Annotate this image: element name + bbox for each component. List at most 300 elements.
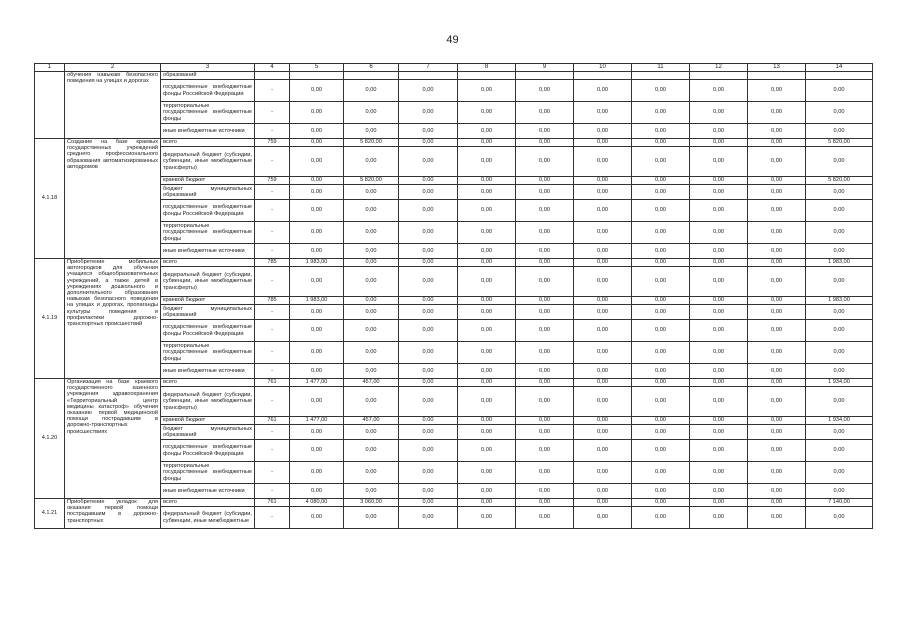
cell-col-13: 0,00	[748, 244, 806, 259]
cell-col-10: 0,00	[574, 267, 632, 297]
cell-col-11: 0,00	[632, 267, 690, 297]
cell-col-7: 0,00	[399, 484, 458, 499]
cell-col-5: 0,00	[290, 185, 344, 200]
cell-col-6: 457,00	[344, 379, 399, 387]
funding-source: бюджет муниципальных образований	[161, 185, 255, 200]
column-header-12: 12	[690, 64, 748, 72]
funding-source: иные внебюджетные источники	[161, 124, 255, 139]
cell-col-7: 0,00	[399, 417, 458, 425]
column-header-10: 10	[574, 64, 632, 72]
cell-col-13: 0,00	[748, 177, 806, 185]
cell-col-12: 0,00	[690, 425, 748, 440]
cell-col-10: 0,00	[574, 124, 632, 139]
cell-col-9: 0,00	[516, 364, 574, 379]
cell-col-14: 5 820,00	[806, 177, 873, 185]
cell-col-13: 0,00	[748, 484, 806, 499]
column-header-13: 13	[748, 64, 806, 72]
funding-source: иные внебюджетные источники	[161, 244, 255, 259]
cell-col-6: 0,00	[344, 440, 399, 462]
cell-col-5: 0,00	[290, 222, 344, 244]
cell-col-4: -	[255, 484, 290, 499]
cell-col-5: 4 080,00	[290, 499, 344, 507]
cell-col-14: 0,00	[806, 222, 873, 244]
cell-col-4: -	[255, 244, 290, 259]
cell-col-6: 0,00	[344, 425, 399, 440]
cell-col-6: 0,00	[344, 244, 399, 259]
cell-col-4: -	[255, 185, 290, 200]
cell-col-9: 0,00	[516, 462, 574, 484]
cell-col-8: 0,00	[458, 222, 516, 244]
table-row	[35, 342, 873, 364]
cell-col-7: 0,00	[399, 425, 458, 440]
cell-col-4: -	[255, 200, 290, 222]
cell-col-6: 457,00	[344, 417, 399, 425]
cell-col-11: 0,00	[632, 417, 690, 425]
funding-source: федеральный бюджет (субсидии, субвенции, иные межбюджетные трансферты)	[161, 267, 255, 297]
cell-col-6	[344, 72, 399, 80]
funding-source: всего	[161, 259, 255, 267]
item-number: 4.1.18	[35, 139, 65, 259]
funding-source: бюджет муниципальных образований	[161, 305, 255, 320]
cell-col-7: 0,00	[399, 440, 458, 462]
cell-col-11: 0,00	[632, 244, 690, 259]
cell-col-9: 0,00	[516, 484, 574, 499]
table-row	[35, 425, 873, 440]
cell-col-11: 0,00	[632, 462, 690, 484]
table-row	[35, 259, 873, 267]
cell-col-13: 0,00	[748, 342, 806, 364]
cell-col-6: 3 060,00	[344, 499, 399, 507]
cell-col-7	[399, 72, 458, 80]
cell-col-11: 0,00	[632, 222, 690, 244]
cell-col-9: 0,00	[516, 147, 574, 177]
cell-col-12: 0,00	[690, 379, 748, 387]
cell-col-11: 0,00	[632, 102, 690, 124]
funding-source: образований	[161, 72, 255, 80]
column-header-7: 7	[399, 64, 458, 72]
item-description: Приобретение укладок для оказания первой помощи пострадавшим в дорожно-транспортных	[65, 499, 161, 529]
cell-col-10: 0,00	[574, 259, 632, 267]
cell-col-4: 761	[255, 379, 290, 387]
cell-col-8: 0,00	[458, 185, 516, 200]
cell-col-6: 0,00	[344, 200, 399, 222]
cell-col-14: 0,00	[806, 387, 873, 417]
cell-col-13: 0,00	[748, 222, 806, 244]
cell-col-11: 0,00	[632, 484, 690, 499]
funding-source: иные внебюджетные источники	[161, 484, 255, 499]
cell-col-13: 0,00	[748, 297, 806, 305]
cell-col-12: 0,00	[690, 305, 748, 320]
cell-col-14: 0,00	[806, 102, 873, 124]
cell-col-5: 0,00	[290, 267, 344, 297]
cell-col-12: 0,00	[690, 222, 748, 244]
cell-col-10: 0,00	[574, 185, 632, 200]
cell-col-5: 0,00	[290, 305, 344, 320]
table-row	[35, 440, 873, 462]
cell-col-9: 0,00	[516, 80, 574, 102]
cell-col-7: 0,00	[399, 147, 458, 177]
cell-col-7: 0,00	[399, 387, 458, 417]
funding-source: государственные внебюджетные фонды Российской Федерации	[161, 200, 255, 222]
cell-col-12: 0,00	[690, 185, 748, 200]
cell-col-8: 0,00	[458, 297, 516, 305]
column-header-4: 4	[255, 64, 290, 72]
cell-col-12: 0,00	[690, 484, 748, 499]
cell-col-14: 0,00	[806, 80, 873, 102]
cell-col-4	[255, 72, 290, 80]
table-row	[35, 200, 873, 222]
cell-col-10: 0,00	[574, 484, 632, 499]
cell-col-11: 0,00	[632, 139, 690, 147]
cell-col-11: 0,00	[632, 185, 690, 200]
cell-col-5: 0,00	[290, 139, 344, 147]
cell-col-14: 0,00	[806, 124, 873, 139]
column-header-6: 6	[344, 64, 399, 72]
cell-col-6: 0,00	[344, 320, 399, 342]
cell-col-11: 0,00	[632, 320, 690, 342]
cell-col-9: 0,00	[516, 320, 574, 342]
cell-col-14: 1 934,00	[806, 417, 873, 425]
cell-col-8: 0,00	[458, 102, 516, 124]
cell-col-9: 0,00	[516, 305, 574, 320]
cell-col-13: 0,00	[748, 147, 806, 177]
cell-col-10: 0,00	[574, 379, 632, 387]
cell-col-4: -	[255, 440, 290, 462]
cell-col-5: 1 477,00	[290, 417, 344, 425]
cell-col-5: 1 983,00	[290, 297, 344, 305]
cell-col-11: 0,00	[632, 200, 690, 222]
cell-col-5: 0,00	[290, 177, 344, 185]
cell-col-9: 0,00	[516, 297, 574, 305]
cell-col-8: 0,00	[458, 379, 516, 387]
cell-col-6: 0,00	[344, 484, 399, 499]
cell-col-12: 0,00	[690, 507, 748, 529]
column-header-14: 14	[806, 64, 873, 72]
cell-col-14: 1 983,00	[806, 297, 873, 305]
cell-col-10: 0,00	[574, 320, 632, 342]
cell-col-13: 0,00	[748, 499, 806, 507]
item-description: Организация на базе краевого государственного казенного учреждения здравоохранения «Территориальный центр медицины катастроф» обучения оказанию первой медицинской помощи пострадавшим в дорожно-транспортных происшествиях	[65, 379, 161, 499]
cell-col-12: 0,00	[690, 297, 748, 305]
column-header-1: 1	[35, 64, 65, 72]
cell-col-6: 0,00	[344, 222, 399, 244]
cell-col-13: 0,00	[748, 462, 806, 484]
cell-col-6: 0,00	[344, 507, 399, 529]
cell-col-12: 0,00	[690, 102, 748, 124]
cell-col-7: 0,00	[399, 200, 458, 222]
cell-col-9: 0,00	[516, 222, 574, 244]
cell-col-10: 0,00	[574, 305, 632, 320]
column-header-5: 5	[290, 64, 344, 72]
cell-col-9: 0,00	[516, 139, 574, 147]
cell-col-4: -	[255, 342, 290, 364]
cell-col-9: 0,00	[516, 259, 574, 267]
cell-col-8: 0,00	[458, 80, 516, 102]
cell-col-5: 0,00	[290, 200, 344, 222]
cell-col-13: 0,00	[748, 267, 806, 297]
cell-col-7: 0,00	[399, 499, 458, 507]
cell-col-11: 0,00	[632, 342, 690, 364]
cell-col-6: 0,00	[344, 297, 399, 305]
cell-col-8: 0,00	[458, 124, 516, 139]
cell-col-14: 0,00	[806, 200, 873, 222]
cell-col-9: 0,00	[516, 185, 574, 200]
funding-source: краевой бюджет	[161, 297, 255, 305]
cell-col-8: 0,00	[458, 364, 516, 379]
cell-col-11: 0,00	[632, 259, 690, 267]
cell-col-10: 0,00	[574, 440, 632, 462]
table-row	[35, 379, 873, 387]
cell-col-10: 0,00	[574, 462, 632, 484]
cell-col-8	[458, 72, 516, 80]
cell-col-8: 0,00	[458, 342, 516, 364]
cell-col-8: 0,00	[458, 305, 516, 320]
cell-col-13: 0,00	[748, 259, 806, 267]
cell-col-14: 0,00	[806, 484, 873, 499]
cell-col-5: 0,00	[290, 102, 344, 124]
cell-col-7: 0,00	[399, 139, 458, 147]
cell-col-13: 0,00	[748, 379, 806, 387]
table-row	[35, 320, 873, 342]
cell-col-10: 0,00	[574, 387, 632, 417]
cell-col-12	[690, 72, 748, 80]
column-header-9: 9	[516, 64, 574, 72]
cell-col-4: -	[255, 267, 290, 297]
cell-col-11: 0,00	[632, 499, 690, 507]
cell-col-12: 0,00	[690, 440, 748, 462]
cell-col-12: 0,00	[690, 364, 748, 379]
cell-col-4: 761	[255, 417, 290, 425]
cell-col-7: 0,00	[399, 185, 458, 200]
table-row	[35, 72, 873, 80]
cell-col-5: 0,00	[290, 320, 344, 342]
cell-col-11: 0,00	[632, 80, 690, 102]
cell-col-14: 0,00	[806, 320, 873, 342]
cell-col-9: 0,00	[516, 387, 574, 417]
cell-col-10: 0,00	[574, 200, 632, 222]
funding-source: иные внебюджетные источники	[161, 364, 255, 379]
funding-source: краевой бюджет	[161, 177, 255, 185]
cell-col-13: 0,00	[748, 200, 806, 222]
cell-col-11: 0,00	[632, 379, 690, 387]
cell-col-4: -	[255, 507, 290, 529]
cell-col-4: -	[255, 364, 290, 379]
cell-col-5: 0,00	[290, 440, 344, 462]
table-row	[35, 222, 873, 244]
cell-col-7: 0,00	[399, 297, 458, 305]
cell-col-8: 0,00	[458, 440, 516, 462]
cell-col-7: 0,00	[399, 177, 458, 185]
cell-col-13: 0,00	[748, 417, 806, 425]
cell-col-13: 0,00	[748, 440, 806, 462]
cell-col-11: 0,00	[632, 305, 690, 320]
cell-col-10: 0,00	[574, 222, 632, 244]
cell-col-7: 0,00	[399, 222, 458, 244]
cell-col-4: -	[255, 462, 290, 484]
cell-col-7: 0,00	[399, 320, 458, 342]
cell-col-4: -	[255, 222, 290, 244]
cell-col-9: 0,00	[516, 267, 574, 297]
cell-col-8: 0,00	[458, 499, 516, 507]
cell-col-14: 0,00	[806, 507, 873, 529]
cell-col-6: 5 820,00	[344, 139, 399, 147]
cell-col-13: 0,00	[748, 305, 806, 320]
cell-col-13: 0,00	[748, 320, 806, 342]
cell-col-9: 0,00	[516, 499, 574, 507]
cell-col-8: 0,00	[458, 320, 516, 342]
cell-col-8: 0,00	[458, 147, 516, 177]
cell-col-4: 785	[255, 259, 290, 267]
cell-col-4: 761	[255, 499, 290, 507]
cell-col-9: 0,00	[516, 102, 574, 124]
cell-col-9: 0,00	[516, 425, 574, 440]
item-number: 4.1.20	[35, 379, 65, 499]
cell-col-7: 0,00	[399, 342, 458, 364]
cell-col-8: 0,00	[458, 267, 516, 297]
cell-col-14: 0,00	[806, 147, 873, 177]
cell-col-12: 0,00	[690, 177, 748, 185]
cell-col-13: 0,00	[748, 387, 806, 417]
cell-col-12: 0,00	[690, 147, 748, 177]
funding-source: территориальные государственные внебюджетные фонды	[161, 222, 255, 244]
funding-source: всего	[161, 139, 255, 147]
cell-col-7: 0,00	[399, 305, 458, 320]
cell-col-12: 0,00	[690, 342, 748, 364]
table-row	[35, 507, 873, 529]
cell-col-8: 0,00	[458, 387, 516, 417]
cell-col-10: 0,00	[574, 297, 632, 305]
page-number: 49	[446, 34, 459, 46]
cell-col-6: 0,00	[344, 462, 399, 484]
funding-source: территориальные государственные внебюджетные фонды	[161, 462, 255, 484]
funding-source: всего	[161, 499, 255, 507]
table-row	[35, 417, 873, 425]
cell-col-14: 0,00	[806, 440, 873, 462]
funding-source: федеральный бюджет (субсидии, субвенции, иные межбюджетные	[161, 507, 255, 529]
cell-col-7: 0,00	[399, 244, 458, 259]
cell-col-12: 0,00	[690, 259, 748, 267]
cell-col-9: 0,00	[516, 342, 574, 364]
cell-col-12: 0,00	[690, 124, 748, 139]
budget-table	[34, 63, 873, 529]
cell-col-5: 1 983,00	[290, 259, 344, 267]
cell-col-6: 0,00	[344, 267, 399, 297]
cell-col-13: 0,00	[748, 507, 806, 529]
cell-col-7: 0,00	[399, 379, 458, 387]
cell-col-7: 0,00	[399, 80, 458, 102]
cell-col-11: 0,00	[632, 297, 690, 305]
column-header-8: 8	[458, 64, 516, 72]
cell-col-10: 0,00	[574, 147, 632, 177]
cell-col-4: -	[255, 80, 290, 102]
item-number: 4.1.21	[35, 499, 65, 529]
cell-col-12: 0,00	[690, 80, 748, 102]
cell-col-4: -	[255, 124, 290, 139]
table-row	[35, 244, 873, 259]
cell-col-4: -	[255, 425, 290, 440]
cell-col-8: 0,00	[458, 417, 516, 425]
funding-source: государственные внебюджетные фонды Российской Федерации	[161, 440, 255, 462]
cell-col-6: 0,00	[344, 147, 399, 177]
cell-col-10: 0,00	[574, 507, 632, 529]
cell-col-6: 0,00	[344, 364, 399, 379]
cell-col-11: 0,00	[632, 440, 690, 462]
column-header-11: 11	[632, 64, 690, 72]
cell-col-12: 0,00	[690, 267, 748, 297]
cell-col-9: 0,00	[516, 124, 574, 139]
cell-col-8: 0,00	[458, 507, 516, 529]
cell-col-12: 0,00	[690, 499, 748, 507]
cell-col-6: 0,00	[344, 305, 399, 320]
funding-source: территориальные государственные внебюджетные фонды	[161, 342, 255, 364]
cell-col-13: 0,00	[748, 80, 806, 102]
cell-col-6: 0,00	[344, 124, 399, 139]
cell-col-11: 0,00	[632, 147, 690, 177]
cell-col-4: 759	[255, 177, 290, 185]
cell-col-9: 0,00	[516, 379, 574, 387]
table-row	[35, 102, 873, 124]
cell-col-14: 0,00	[806, 364, 873, 379]
cell-col-14: 7 140,00	[806, 499, 873, 507]
header-row	[35, 64, 873, 72]
cell-col-9: 0,00	[516, 177, 574, 185]
cell-col-7: 0,00	[399, 507, 458, 529]
cell-col-12: 0,00	[690, 200, 748, 222]
table-row	[35, 124, 873, 139]
item-description: обучения навыкам безопасного поведения на улицах и дорогах	[65, 72, 161, 139]
cell-col-8: 0,00	[458, 244, 516, 259]
cell-col-9: 0,00	[516, 244, 574, 259]
cell-col-14: 0,00	[806, 425, 873, 440]
cell-col-10: 0,00	[574, 364, 632, 379]
table-row	[35, 267, 873, 297]
column-header-2: 2	[65, 64, 161, 72]
cell-col-14: 0,00	[806, 185, 873, 200]
cell-col-5: 0,00	[290, 507, 344, 529]
table-row	[35, 364, 873, 379]
cell-col-11: 0,00	[632, 124, 690, 139]
cell-col-4: 785	[255, 297, 290, 305]
cell-col-13	[748, 72, 806, 80]
cell-col-10: 0,00	[574, 342, 632, 364]
cell-col-14: 0,00	[806, 267, 873, 297]
cell-col-9: 0,00	[516, 440, 574, 462]
cell-col-13: 0,00	[748, 185, 806, 200]
cell-col-10: 0,00	[574, 499, 632, 507]
cell-col-5: 0,00	[290, 342, 344, 364]
column-header-3: 3	[161, 64, 255, 72]
cell-col-6: 0,00	[344, 80, 399, 102]
cell-col-14: 1 983,00	[806, 259, 873, 267]
cell-col-10: 0,00	[574, 425, 632, 440]
cell-col-7: 0,00	[399, 267, 458, 297]
cell-col-14: 0,00	[806, 462, 873, 484]
funding-source: всего	[161, 379, 255, 387]
cell-col-7: 0,00	[399, 462, 458, 484]
cell-col-5: 0,00	[290, 364, 344, 379]
cell-col-5: 0,00	[290, 80, 344, 102]
cell-col-7: 0,00	[399, 124, 458, 139]
table-row	[35, 185, 873, 200]
cell-col-10: 0,00	[574, 80, 632, 102]
cell-col-5: 0,00	[290, 425, 344, 440]
cell-col-11: 0,00	[632, 364, 690, 379]
cell-col-12: 0,00	[690, 462, 748, 484]
cell-col-8: 0,00	[458, 139, 516, 147]
cell-col-5: 0,00	[290, 484, 344, 499]
cell-col-4: 759	[255, 139, 290, 147]
cell-col-5: 0,00	[290, 462, 344, 484]
